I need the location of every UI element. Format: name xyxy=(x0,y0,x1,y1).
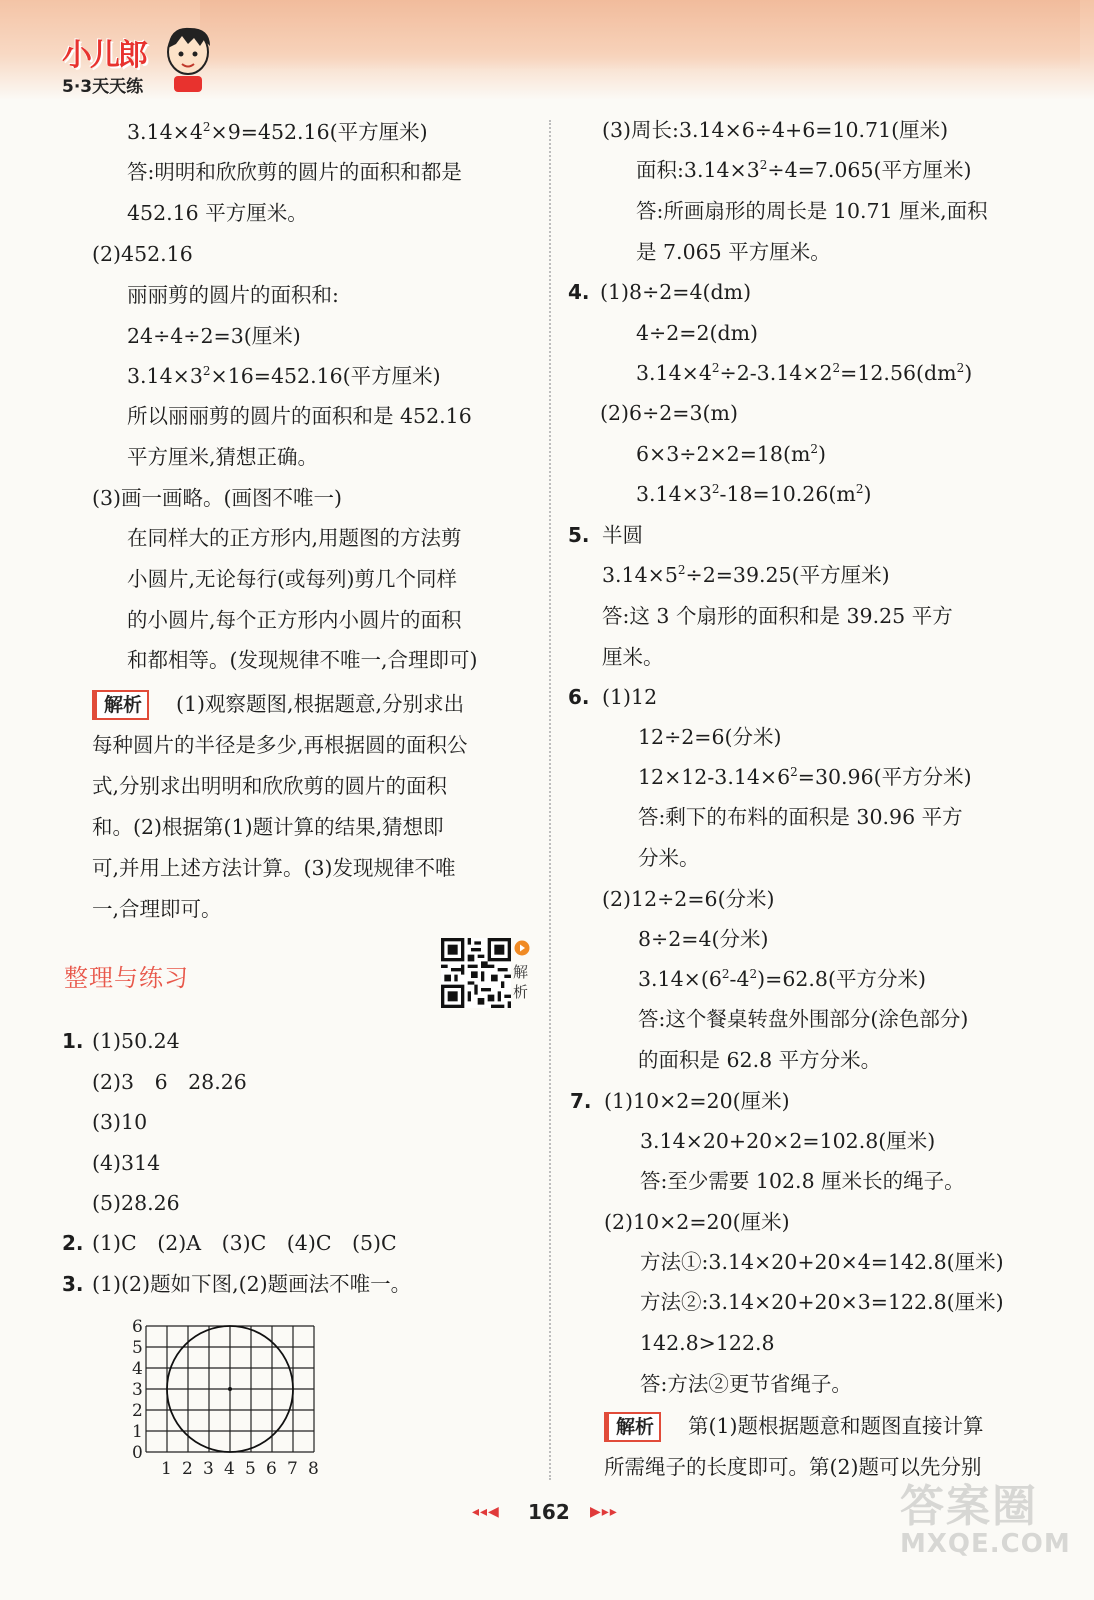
q1-item-3: (3)10 xyxy=(92,1110,148,1134)
left-line-14: 和都相等。(发现规律不唯一,合理即可) xyxy=(127,648,478,672)
svg-text:3: 3 xyxy=(203,1459,214,1479)
analysis-tag-right: 解析 xyxy=(604,1412,661,1442)
q6-line-7: 8÷2=4(分米) xyxy=(638,927,769,951)
question-3-number: 3. xyxy=(62,1272,84,1296)
left-line-11: 在同样大的正方形内,用题图的方法剪 xyxy=(127,526,462,550)
q2-answers: (1)C (2)A (3)C (4)C (5)C xyxy=(92,1231,397,1255)
left-line-2: 答:明明和欣欣剪的圆片的面积和都是 xyxy=(127,160,462,184)
q1-item-4: (4)314 xyxy=(92,1151,161,1175)
grid-circle-figure xyxy=(122,1312,332,1482)
svg-text:6: 6 xyxy=(266,1459,277,1479)
question-4-number: 4. xyxy=(568,280,590,304)
q3-3-line-1: (3)周长:3.14×6÷4+6=10.71(厘米) xyxy=(602,118,949,142)
q1-item-2: (2)3 6 28.26 xyxy=(92,1070,247,1094)
q6-line-10: 的面积是 62.8 平方分米。 xyxy=(638,1048,882,1072)
left-line-8: 所以丽丽剪的圆片的面积和是 452.16 xyxy=(127,404,472,428)
left-analysis-6: 一,合理即可。 xyxy=(92,897,222,921)
q7-line-4: (2)10×2=20(厘米) xyxy=(604,1210,790,1234)
svg-text:8: 8 xyxy=(308,1459,319,1479)
question-2-number: 2. xyxy=(62,1231,84,1255)
q5-line-1: 半圆 xyxy=(602,523,643,547)
q6-line-5: 分米。 xyxy=(638,846,700,870)
q1-item-5: (5)28.26 xyxy=(92,1191,180,1215)
play-arrow-icon xyxy=(514,940,530,956)
analysis-tag: 解析 xyxy=(92,690,149,720)
left-analysis-3: 式,分别求出明明和欣欣剪的圆片的面积 xyxy=(92,774,448,798)
svg-text:2: 2 xyxy=(132,1401,143,1421)
q5-line-3: 答:这 3 个扇形的面积和是 39.25 平方 xyxy=(602,604,953,628)
prev-page-icon: ◂◂◀ xyxy=(472,1504,500,1520)
q4-line-6: $3.14\times 3^2-18=10.26(m^2)$ xyxy=(636,482,872,506)
q6-line-4: 答:剩下的布料的面积是 30.96 平方 xyxy=(638,805,963,829)
svg-text:1: 1 xyxy=(132,1422,143,1442)
left-line-1: $3.14\times 4^2\times 9=452.16$(平方厘米) xyxy=(127,120,428,144)
left-analysis-2: 每种圆片的半径是多少,再根据圆的面积公 xyxy=(92,733,468,757)
q3-3-line-2: 面积$:3.14\times 3^2\div 4=7.065$(平方厘米) xyxy=(636,158,972,182)
right-analysis-2: 所需绳子的长度即可。第(2)题可以先分别 xyxy=(604,1455,982,1479)
q7-line-6: 方法②:3.14×20+20×3=122.8(厘米) xyxy=(640,1290,1004,1314)
q6-line-2: 12÷2=6(分米) xyxy=(638,725,782,749)
q7-line-7: 142.8>122.8 xyxy=(640,1331,775,1355)
left-analysis-1: (1)观察题图,根据题意,分别求出 xyxy=(176,692,465,716)
left-line-9: 平方厘米,猜想正确。 xyxy=(127,445,319,469)
next-page-icon: ▶▸▸ xyxy=(590,1504,618,1520)
q1-item-1: (1)50.24 xyxy=(92,1029,180,1053)
q4-line-4: (2)6÷2=3(m) xyxy=(600,401,738,425)
svg-text:4: 4 xyxy=(132,1359,143,1379)
q4-line-1: (1)8÷2=4(dm) xyxy=(600,280,752,304)
qr-code-icon[interactable] xyxy=(440,938,512,1008)
brand-title: 小儿郎 xyxy=(62,38,146,73)
left-line-3: 452.16 平方厘米。 xyxy=(127,201,308,225)
header-decoration xyxy=(200,0,1080,70)
svg-text:4: 4 xyxy=(224,1459,235,1479)
section-title: 整理与练习 xyxy=(64,964,189,992)
q6-line-8: $3.14\times(6^2-4^2)=62.8$(平方分米) xyxy=(638,967,926,991)
q6-line-1: (1)12 xyxy=(602,685,658,709)
svg-text:1: 1 xyxy=(161,1459,172,1479)
q6-line-3: $12\times 12-3.14\times 6^2=30.96$(平方分米) xyxy=(638,765,972,789)
q6-line-6: (2)12÷2=6(分米) xyxy=(602,887,775,911)
svg-text:7: 7 xyxy=(287,1459,298,1479)
q5-line-4: 厘米。 xyxy=(602,645,664,669)
left-line-7: $3.14\times 3^2\times 16=452.16$(平方厘米) xyxy=(127,364,441,388)
column-divider xyxy=(549,120,551,1480)
left-line-12: 小圆片,无论每行(或每列)剪几个同样 xyxy=(127,567,458,591)
svg-text:6: 6 xyxy=(132,1317,143,1337)
q4-line-2: 4÷2=2(dm) xyxy=(636,321,759,345)
left-line-4: (2)452.16 xyxy=(92,242,193,266)
svg-text:2: 2 xyxy=(182,1459,193,1479)
qr-label: 解析 xyxy=(513,963,529,1001)
left-line-10: (3)画一画略。(画图不唯一) xyxy=(92,486,343,510)
svg-text:3: 3 xyxy=(132,1380,143,1400)
q3-text: (1)(2)题如下图,(2)题画法不唯一。 xyxy=(92,1272,412,1296)
mascot-boy-icon xyxy=(160,22,216,94)
watermark-logo: 答案圈 MXQE.COM xyxy=(900,1481,1071,1559)
question-5-number: 5. xyxy=(568,523,590,547)
q7-line-2: 3.14×20+20×2=102.8(厘米) xyxy=(640,1129,936,1153)
svg-text:5: 5 xyxy=(245,1459,256,1479)
left-analysis-4: 和。(2)根据第(1)题计算的结果,猜想即 xyxy=(92,815,444,839)
series-title: 5·3天天练 xyxy=(62,77,144,97)
brand-logo xyxy=(56,22,216,102)
q3-3-line-4: 是 7.065 平方厘米。 xyxy=(636,240,831,264)
question-6-number: 6. xyxy=(568,685,590,709)
q7-line-8: 答:方法②更节省绳子。 xyxy=(640,1372,852,1396)
left-line-5: 丽丽剪的圆片的面积和: xyxy=(127,283,339,307)
left-line-6: 24÷4÷2=3(厘米) xyxy=(127,324,301,348)
page-number: 162 xyxy=(528,1500,570,1524)
q6-line-9: 答:这个餐桌转盘外围部分(涂色部分) xyxy=(638,1007,969,1031)
q7-line-5: 方法①:3.14×20+20×4=142.8(厘米) xyxy=(640,1250,1004,1274)
svg-text:0: 0 xyxy=(132,1443,143,1463)
q4-line-3: $3.14\times 4^2\div 2-3.14\times 2^2=12.56(dm^2)$ xyxy=(636,361,973,385)
left-line-13: 的小圆片,每个正方形内小圆片的面积 xyxy=(127,608,462,632)
left-analysis-5: 可,并用上述方法计算。(3)发现规律不唯 xyxy=(92,856,456,880)
right-analysis-1: 第(1)题根据题意和题图直接计算 xyxy=(688,1414,984,1438)
q3-3-line-3: 答:所画扇形的周长是 10.71 厘米,面积 xyxy=(636,199,988,223)
q7-line-3: 答:至少需要 102.8 厘米长的绳子。 xyxy=(640,1169,965,1193)
q5-line-2: $3.14\times 5^2\div 2=39.25$(平方厘米) xyxy=(602,563,890,587)
q4-line-5: $6\times 3\div 2\times 2=18(m^2)$ xyxy=(636,442,827,466)
question-1-number: 1. xyxy=(62,1029,84,1053)
svg-text:5: 5 xyxy=(132,1338,143,1358)
q7-line-1: (1)10×2=20(厘米) xyxy=(604,1089,790,1113)
question-7-number: 7. xyxy=(570,1089,592,1113)
